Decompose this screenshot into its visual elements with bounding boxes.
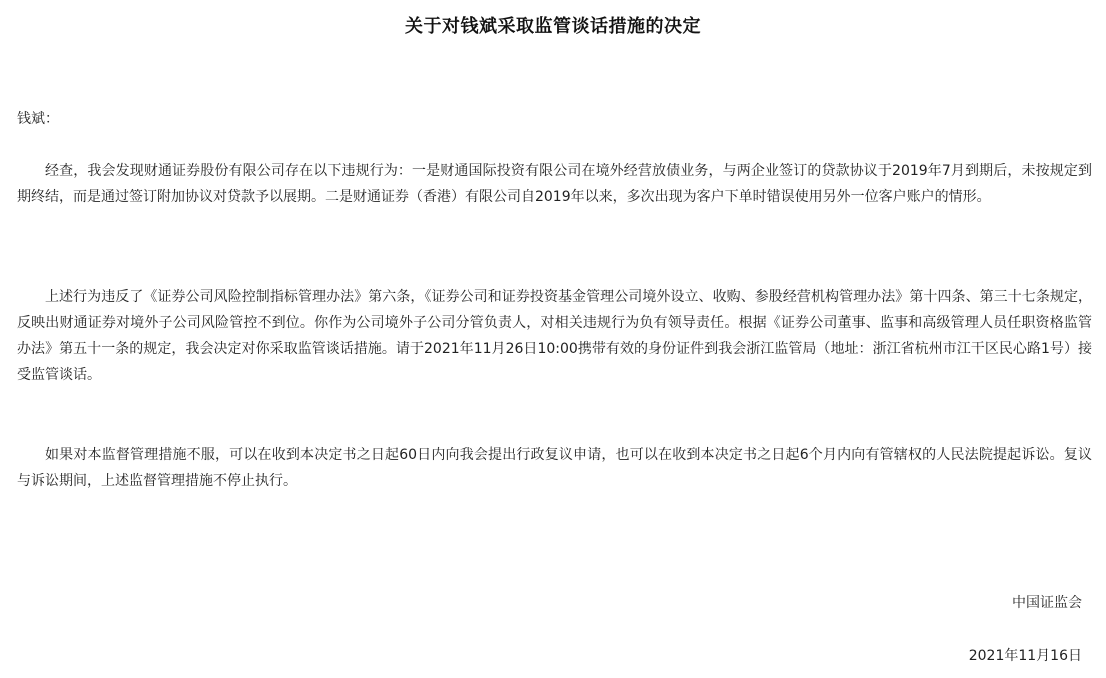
signatory: 中国证监会 [1012,595,1082,611]
salutation: 钱斌： [17,111,59,127]
paragraph-findings: 经查，我会发现财通证券股份有限公司存在以下违规行为：一是财通国际投资有限公司在境外经营放债业务，与两企业签订的贷款协议于2019年7月到期后，未按规定到期终结，而是通过签订附加协议对贷款予以展期。二是财通证券（香港）有限公司自2019年以来，多次出现为客户下单时错误使用另外一位客户账户的情形。 [17,163,1092,205]
paragraph-violations-decision: 上述行为违反了《证券公司风险控制指标管理办法》第六条，《证券公司和证券投资基金管理公司境外设立、收购、参股经营机构管理办法》第十四条、第三十七条规定，反映出财通证券对境外子公司风险管控不到位。你作为公司境外子公司分管负责人，对相关违规行为负有领导责任。根据《证券公司董事、监事和高级管理人员任职资格监管办法》第五十一条的规定，我会决定对你采取监管谈话措施。请于2021年11月26日10:00携带有效的身份证件到我会浙江监管局（地址：浙江省杭州市江干区民心路1号）接受监管谈话。 [17,289,1092,383]
issue-date: 2021年11月16日 [968,648,1082,664]
document-title: 关于对钱斌采取监管谈话措施的决定 [405,16,701,37]
paragraph-appeal-rights: 如果对本监督管理措施不服，可以在收到本决定书之日起60日内向我会提出行政复议申请，也可以在收到本决定书之日起6个月内向有管辖权的人民法院提起诉讼。复议与诉讼期间，上述监督管理措施不停止执行。 [17,447,1092,489]
